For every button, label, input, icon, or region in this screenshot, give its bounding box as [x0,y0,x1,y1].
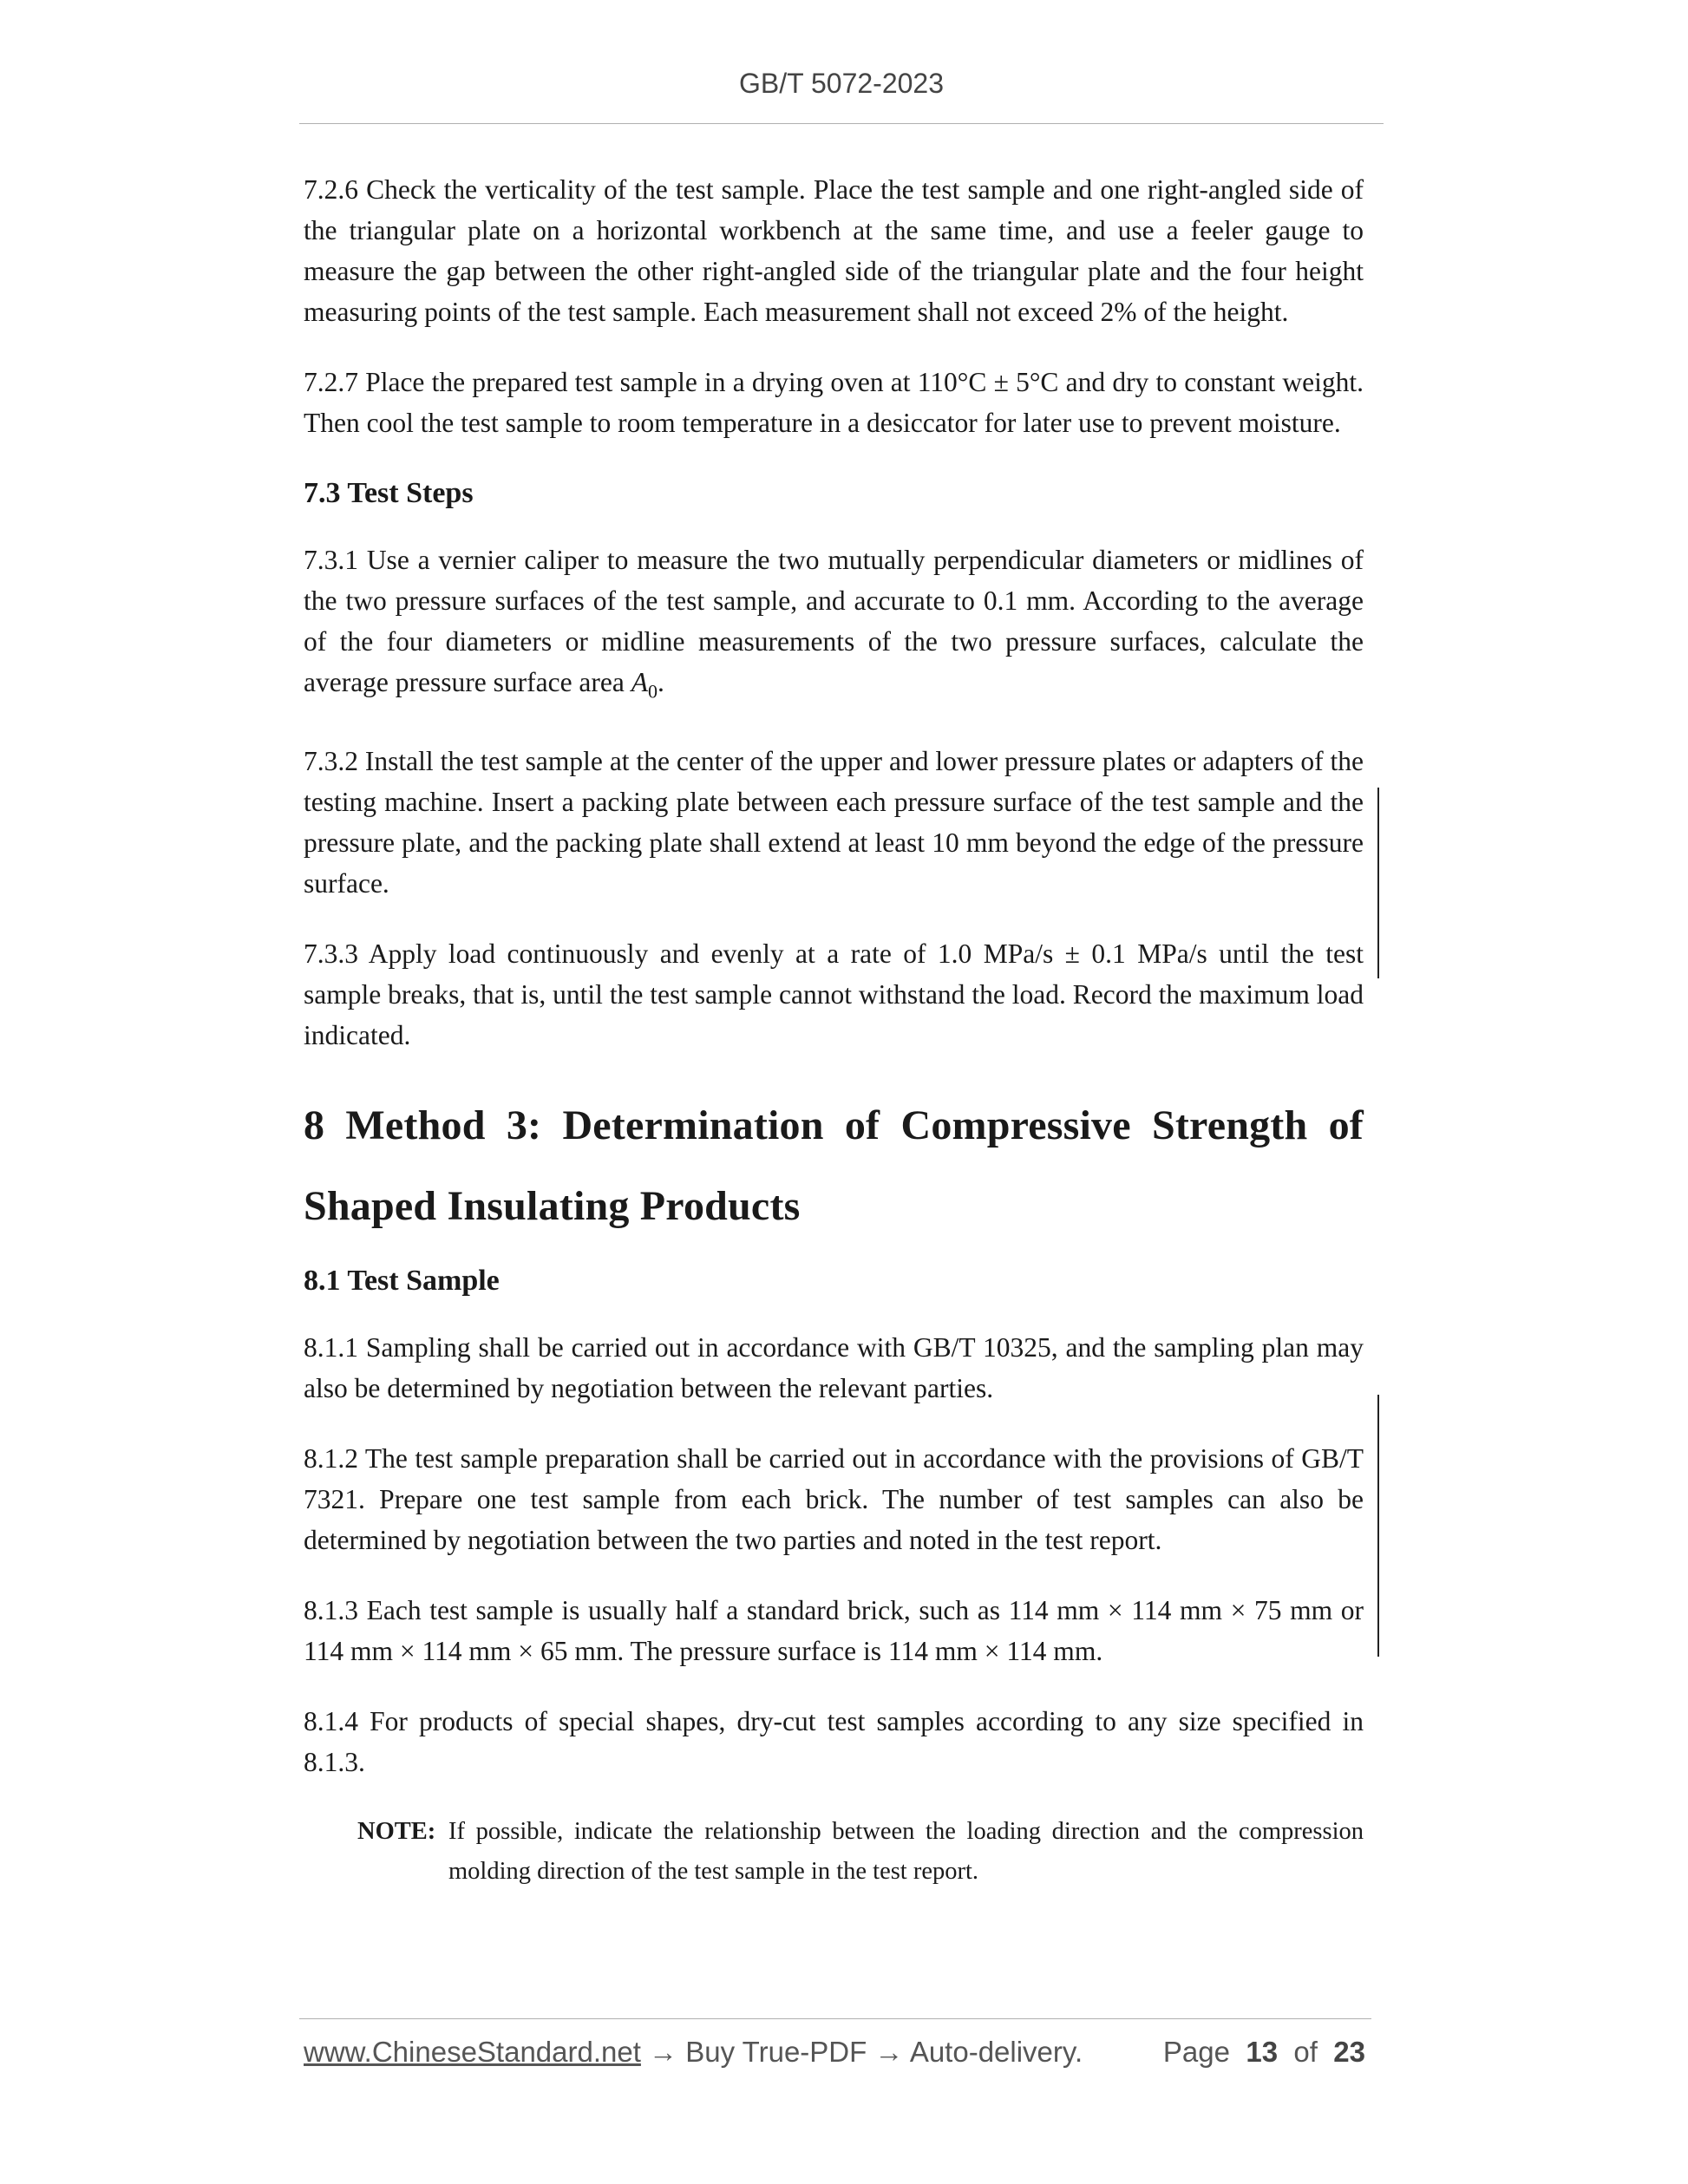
area-variable-subscript: 0 [648,680,658,703]
footer-tagline: → Buy True-PDF → Auto-delivery. [640,2036,1083,2068]
page-footer [304,2036,1371,2069]
clause-7-3-2: 7.3.2 Install the test sample at the center of the upper and lower pressure plates or adapters of the testing machine. Insert a packing plate between each pressure surface of the test sample and the pressure plate, and the packing plate shall extend at least 10 mm beyond the edge of the pressure surface. [304,746,1364,899]
clause-7-3-3: 7.3.3 Apply load continuously and evenly at a rate of 1.0 MPa/s ± 0.1 MPa/s until the test sample breaks, that is, until the test sample cannot withstand the load. Record the maximum load indicated. [304,938,1364,1051]
revision-bar [1377,788,1379,978]
page-total: 23 [1333,2036,1365,2068]
note-block [357,1812,1364,1892]
clause-8-1-3: 8.1.3 Each test sample is usually half a standard brick, such as 114 mm × 114 mm × 75 mm or 114 mm × 114 mm × 65 mm. The pressure surface is 114 mm × 114 mm. [304,1595,1364,1667]
revision-bar [1377,1395,1379,1657]
header-divider [299,123,1384,124]
section-heading-7-3: 7.3 Test Steps [304,477,474,509]
clause-7-3-1 [304,539,1364,711]
footer-divider [299,2018,1371,2019]
page-content [304,169,1364,1892]
page-indicator [1163,2036,1365,2069]
clause-7-2-6: 7.2.6 Check the verticality of the test sample. Place the test sample and one right-angled side of the triangular plate on a horizontal workbench at the same time, and use a feeler gauge to measure the gap between the other right-angled side of the triangular plate and the four height measuring points of the test sample. Each measurement shall not exceed 2% of the height. [304,174,1364,327]
document-code-header: GB/T 5072-2023 [738,68,944,99]
website-link[interactable]: www.ChineseStandard.net [304,2036,641,2068]
of-word: of [1293,2036,1318,2068]
section-heading-8: 8 Method 3: Determination of Compressive Strength of Shaped Insulating Products [304,1102,1364,1230]
note-label: NOTE: [357,1818,436,1846]
clause-7-3-1-text: 7.3.1 Use a vernier caliper to measure the two mutually perpendicular diameters or midlines of the two pressure surfaces of the test sample, and accurate to 0.1 mm. According to the average of the four diameters or midline measurements of the two pressure surfaces, calculate the average pressure surface area [304,545,1364,697]
page-number: 13 [1246,2036,1279,2068]
page-word: Page [1162,2036,1230,2068]
section-heading-8-1: 8.1 Test Sample [304,1265,500,1298]
clause-7-3-1-end: . [658,667,664,697]
area-variable: A [631,667,648,697]
clause-7-2-7: 7.2.7 Place the prepared test sample in a drying oven at 110°C ± 5°C and dry to constant weight. Then cool the test sample to room temperature in a desiccator for later use to prevent moisture. [304,367,1364,438]
clause-8-1-4: 8.1.4 For products of special shapes, dry-cut test samples according to any size specified in 8.1.3. [304,1706,1364,1778]
clause-8-1-1: 8.1.1 Sampling shall be carried out in accordance with GB/T 10325, and the sampling plan may also be determined by negotiation between the relevant parties. [304,1332,1364,1404]
clause-8-1-2: 8.1.2 The test sample preparation shall be carried out in accordance with the provisions of GB/T 7321. Prepare one test sample from each brick. The number of test samples can also be determined by negotiation between the two parties and noted in the test report. [304,1443,1364,1556]
note-text: If possible, indicate the relationship between the loading direction and the compression molding direction of the test sample in the test report. [448,1818,1364,1886]
